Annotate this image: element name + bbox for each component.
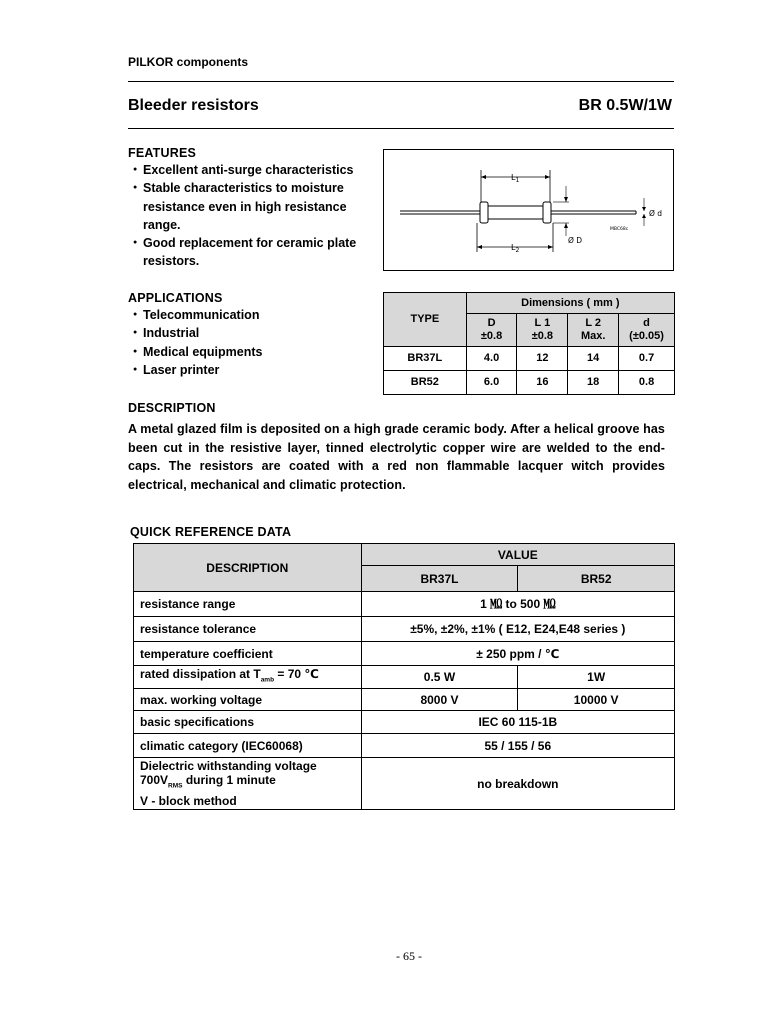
row-value-br52: 1W xyxy=(518,666,675,689)
br37l-column-header: BR37L xyxy=(361,566,518,592)
table-row xyxy=(134,617,675,642)
features-heading: FEATURES xyxy=(128,146,197,160)
row-value: ±5%, ±2%, ±1% ( E12, E24,E48 series ) xyxy=(361,617,674,642)
company-name: PILKOR components xyxy=(128,55,249,69)
column-header: L 2 Max. xyxy=(568,314,619,347)
header-rule xyxy=(128,81,674,82)
resistor-diagram xyxy=(384,150,673,270)
application-item: ● Medical equipments xyxy=(128,343,373,361)
description-column-header: DESCRIPTION xyxy=(134,544,362,592)
application-item: ● Telecommunication xyxy=(128,306,373,324)
page-number: - 65 - xyxy=(396,949,422,963)
type-header: TYPE xyxy=(384,293,467,347)
table-row xyxy=(134,758,675,810)
page-title: Bleeder resistors xyxy=(128,97,259,114)
title-rule xyxy=(128,128,674,129)
feature-item: ● Good replacement for ceramic plate resistors. xyxy=(128,234,373,271)
description-text: A metal glazed film is deposited on a high grade ceramic body. After a helical groove has been cut in the resistive layer, tinned electrolytic copper wire are welded to the end- caps. The resistors are coated with a red non flammable lacquer witch provides electrical, mechanical and climatic protection. xyxy=(128,422,665,492)
row-label: basic specifications xyxy=(134,711,362,734)
column-header: D ±0.8 xyxy=(466,314,517,347)
table-cell: 14 xyxy=(568,347,619,371)
row-label: temperature coefficient xyxy=(134,642,362,666)
row-value-br37l: 8000 V xyxy=(361,689,518,711)
table-row xyxy=(134,666,675,689)
row-value-br52: 10000 V xyxy=(518,689,675,711)
applications-section xyxy=(128,291,373,379)
table-row xyxy=(384,347,675,371)
table-row xyxy=(134,642,675,666)
dimensions-header: Dimensions ( mm ) xyxy=(466,293,674,314)
feature-item: ● Stable characteristics to moisture resistance even in high resistance range. xyxy=(128,179,373,234)
figure-label-l2: $L_2$ xyxy=(511,243,520,254)
row-label: rated dissipation at $T_{amb} = 70$ ℃ xyxy=(134,666,362,689)
application-item: ● Industrial xyxy=(128,324,373,342)
column-header: d (±0.05) xyxy=(619,314,675,347)
feature-item: ● Excellent anti-surge characteristics xyxy=(128,161,373,179)
row-label: climatic category (IEC60068) xyxy=(134,734,362,758)
applications-heading: APPLICATIONS xyxy=(128,291,223,305)
table-row xyxy=(134,711,675,734)
table-cell: 16 xyxy=(517,371,568,395)
table-row xyxy=(134,734,675,758)
row-label: max. working voltage xyxy=(134,689,362,711)
table-cell: 18 xyxy=(568,371,619,395)
row-label: resistance range xyxy=(134,592,362,617)
row-label: Dielectric withstanding voltage $700V_{RMS}$ during 1 minute V - block method xyxy=(134,758,362,810)
table-cell: 0.7 xyxy=(619,347,675,371)
value-column-header: VALUE xyxy=(361,544,674,566)
row-value: 1 ㏁ to 500 ㏁ xyxy=(361,592,674,617)
quick-reference-heading: QUICK REFERENCE DATA xyxy=(130,525,292,539)
table-cell: 6.0 xyxy=(466,371,517,395)
row-value: no breakdown xyxy=(361,758,674,810)
application-item: ● Laser printer xyxy=(128,361,373,379)
figure-label-l1: $L_1$ xyxy=(511,173,520,184)
figure-label-big-d: Ø D xyxy=(568,236,583,245)
quick-reference-table xyxy=(133,543,675,810)
table-row xyxy=(384,371,675,395)
br52-column-header: BR52 xyxy=(518,566,675,592)
product-code: BR 0.5W/1W xyxy=(578,97,672,114)
features-list xyxy=(128,161,373,271)
type-cell: BR37L xyxy=(384,347,467,371)
description-heading: DESCRIPTION xyxy=(128,401,216,415)
applications-list xyxy=(128,306,373,379)
row-value-br37l: 0.5 W xyxy=(361,666,518,689)
table-row xyxy=(134,689,675,711)
table-cell: 4.0 xyxy=(466,347,517,371)
type-cell: BR52 xyxy=(384,371,467,395)
figure-label-small-d: Ø d xyxy=(649,209,663,218)
row-value: IEC 60 115-1B xyxy=(361,711,674,734)
dimensions-table xyxy=(383,292,675,395)
features-section xyxy=(128,146,373,271)
table-row xyxy=(134,592,675,617)
table-cell: 0.8 xyxy=(619,371,675,395)
row-label: resistance tolerance xyxy=(134,617,362,642)
row-value: ± 250 ppm / ℃ xyxy=(361,642,674,666)
figure-code: MBC68c xyxy=(610,227,629,232)
resistor-drawing xyxy=(383,149,674,271)
column-header: L 1 ±0.8 xyxy=(517,314,568,347)
row-value: 55 / 155 / 56 xyxy=(361,734,674,758)
table-cell: 12 xyxy=(517,347,568,371)
